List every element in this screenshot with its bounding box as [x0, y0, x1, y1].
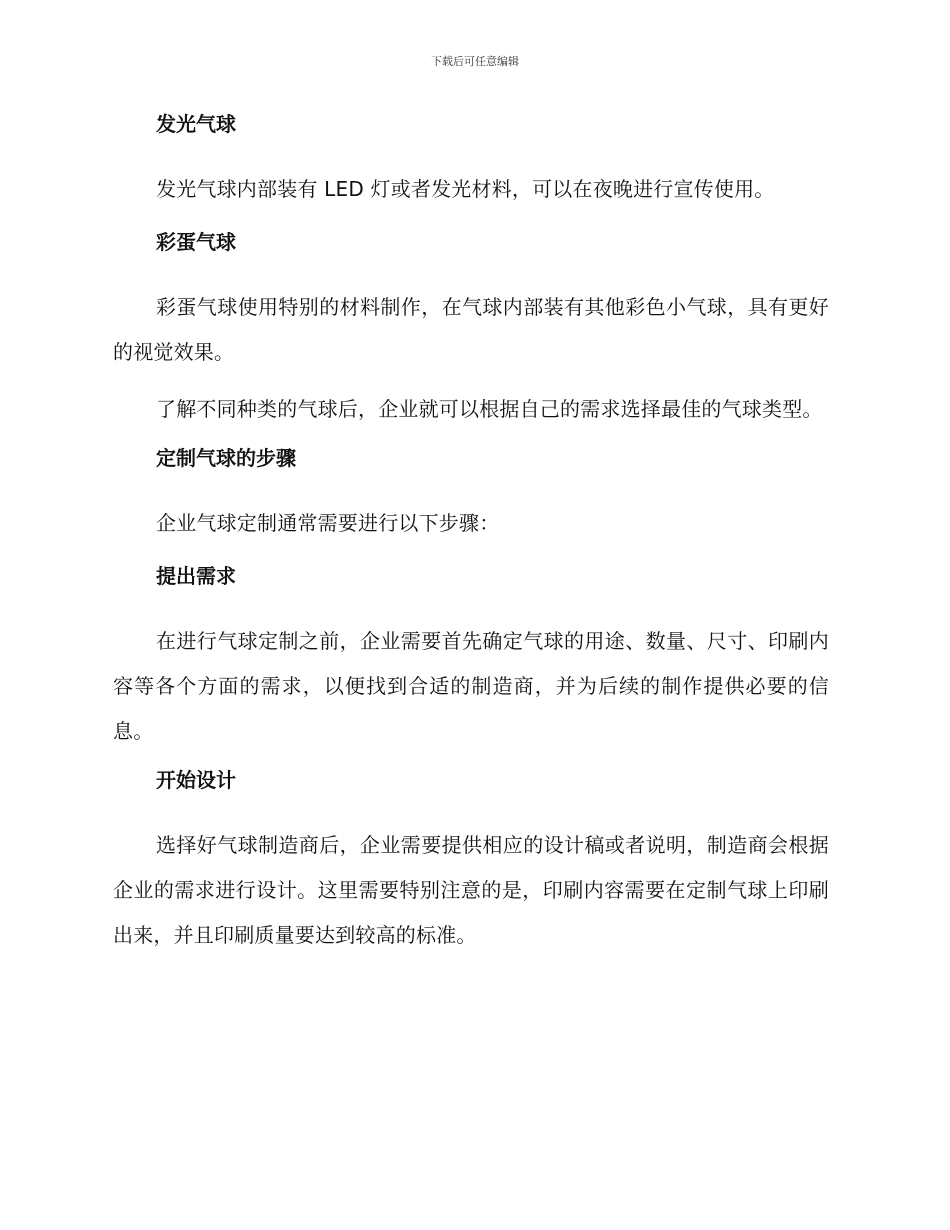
section-heading-glowing-balloon: 发光气球 — [156, 112, 236, 136]
paragraph-start-design: 选择好气球制造商后，企业需要提供相应的设计稿或者说明，制造商会根据企业的需求进行设计。这里需要特别注意的是，印刷内容需要在定制气球上印刷出来，并且印刷质量要达到较高的标准。 — [113, 833, 829, 947]
paragraph-submit-requirements: 在进行气球定制之前，企业需要首先确定气球的用途、数量、尺寸、印刷内容等各个方面的需求，以便找到合适的制造商，并为后续的制作提供必要的信息。 — [113, 629, 829, 743]
section-heading-submit-requirements: 提出需求 — [156, 564, 236, 588]
section-heading-customization-steps: 定制气球的步骤 — [156, 446, 296, 470]
document-body — [113, 110, 829, 970]
page-header: 下载后可任意编辑 — [431, 55, 519, 68]
paragraph-steps-intro: 企业气球定制通常需要进行以下步骤： — [156, 511, 500, 535]
section-heading-start-design: 开始设计 — [156, 768, 236, 792]
paragraph-glowing-balloon: 发光气球内部装有 LED 灯或者发光材料，可以在夜晚进行宣传使用。 — [156, 177, 775, 201]
paragraph-balloon-types-summary: 了解不同种类的气球后，企业就可以根据自己的需求选择最佳的气球类型。 — [156, 397, 823, 421]
paragraph-surprise-balloon: 彩蛋气球使用特别的材料制作，在气球内部装有其他彩色小气球，具有更好的视觉效果。 — [113, 295, 829, 364]
section-heading-surprise-balloon: 彩蛋气球 — [156, 230, 236, 254]
